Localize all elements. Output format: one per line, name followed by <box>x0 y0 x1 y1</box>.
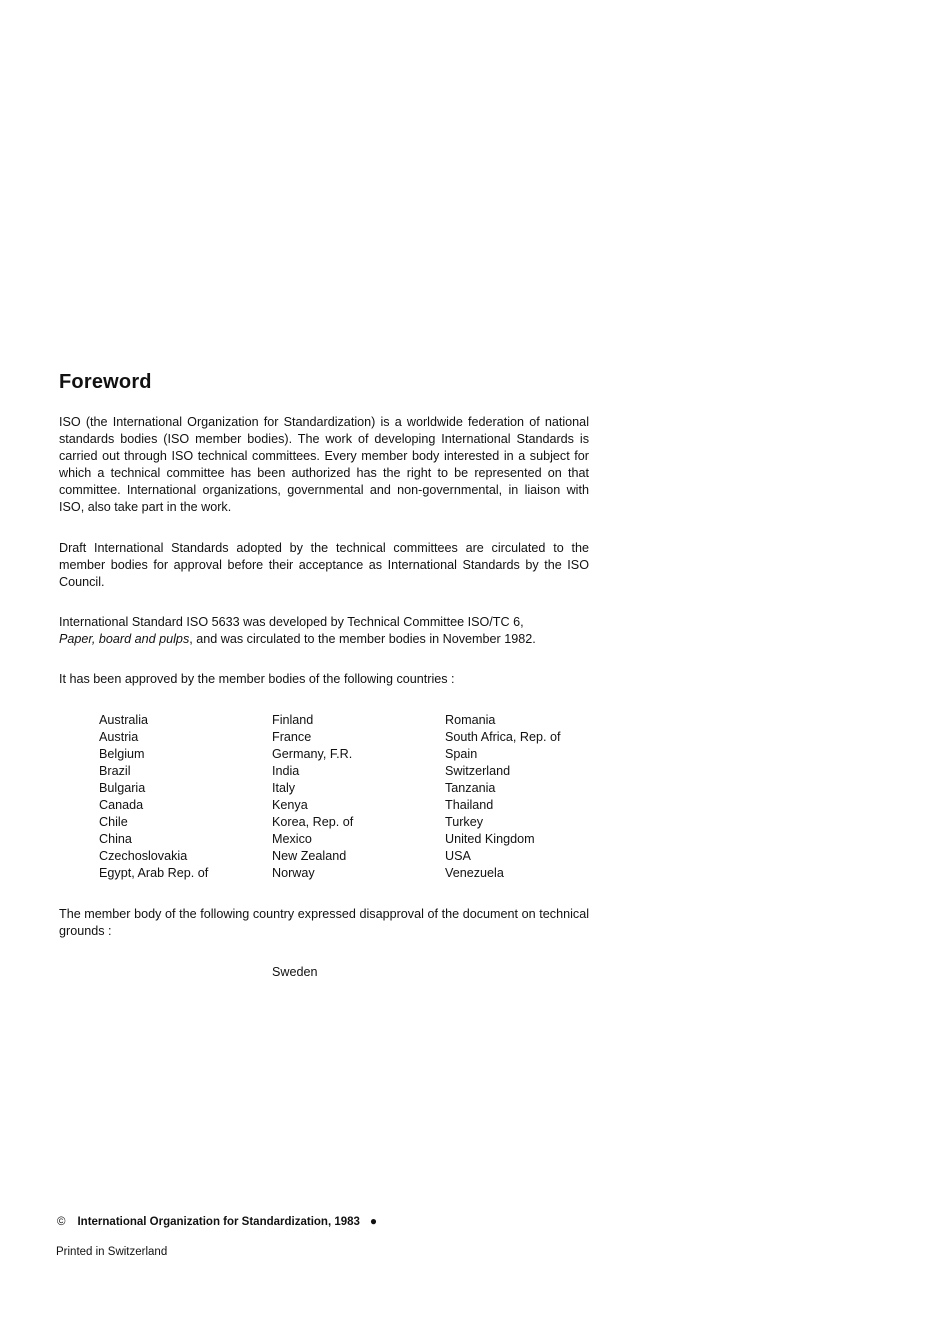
country-name: Italy <box>272 781 296 795</box>
country-name: United Kingdom <box>445 832 535 846</box>
country-name: Venezuela <box>445 866 504 880</box>
printed-in-note: Printed in Switzerland <box>56 1246 168 1258</box>
country-name: Egypt, Arab Rep. of <box>99 866 209 880</box>
country-name: Romania <box>445 713 496 727</box>
country-name: Norway <box>272 866 315 880</box>
country-name: France <box>272 730 312 744</box>
bullet-icon: ● <box>369 1214 378 1228</box>
paragraph-iso-intro: ISO (the International Organization for Standardization) is a worldwide federation of national standards bodies (ISO member bodies). The work of developing International Standards is carried out through ISO technical committees. Every member body interested in a subject for which a technical committee has been authorized has the right to be represented on that committee. International organizations, governmental and non-governmental, in liaison with ISO, also take part in the work. <box>59 415 589 514</box>
country-column-1 <box>99 712 269 882</box>
country-name: New Zealand <box>272 849 347 863</box>
country-name: Canada <box>99 798 144 812</box>
country-name: Finland <box>272 713 314 727</box>
country-name: Korea, Rep. of <box>272 815 354 829</box>
country-name: China <box>99 832 132 846</box>
country-name: Tanzania <box>445 781 496 795</box>
country-name: Germany, F.R. <box>272 747 353 761</box>
country-name: India <box>272 764 300 778</box>
country-name: Australia <box>99 713 148 727</box>
copyright-icon: © <box>57 1216 66 1228</box>
paragraph-disapproval-intro: The member body of the following country expressed disapproval of the document on technical grounds : <box>59 907 589 938</box>
disapproving-country: Sweden <box>272 965 318 979</box>
country-name: Austria <box>99 730 139 744</box>
country-name: Belgium <box>99 747 145 761</box>
circulation-text: , and was circulated to the member bodies in November 1982. <box>189 632 536 646</box>
paragraph-standard-development <box>59 614 589 648</box>
country-name: Switzerland <box>445 764 511 778</box>
country-name: Chile <box>99 815 128 829</box>
paragraph-approval-intro: It has been approved by the member bodies of the following countries : <box>59 672 455 686</box>
country-name: South Africa, Rep. of <box>445 730 561 744</box>
country-name: Brazil <box>99 764 131 778</box>
paragraph-draft-standards: Draft International Standards adopted by the technical committees are circulated to the member bodies for approval before their acceptance as International Standards by the ISO Council. <box>59 541 589 589</box>
country-name: USA <box>445 849 471 863</box>
country-name: Spain <box>445 747 478 761</box>
standard-development-text: International Standard ISO 5633 was developed by Technical Committee ISO/TC 6, <box>59 615 524 629</box>
copyright-line <box>57 1214 377 1230</box>
country-column-3 <box>445 712 615 882</box>
country-name: Turkey <box>445 815 484 829</box>
country-name: Bulgaria <box>99 781 146 795</box>
country-name: Czechoslovakia <box>99 849 188 863</box>
country-name: Kenya <box>272 798 308 812</box>
foreword-heading: Foreword <box>59 371 152 393</box>
country-column-2 <box>272 712 442 882</box>
committee-title: Paper, board and pulps <box>59 632 190 646</box>
copyright-text: International Organization for Standardization, 1983 <box>77 1216 360 1228</box>
country-name: Thailand <box>445 798 494 812</box>
country-name: Mexico <box>272 832 312 846</box>
